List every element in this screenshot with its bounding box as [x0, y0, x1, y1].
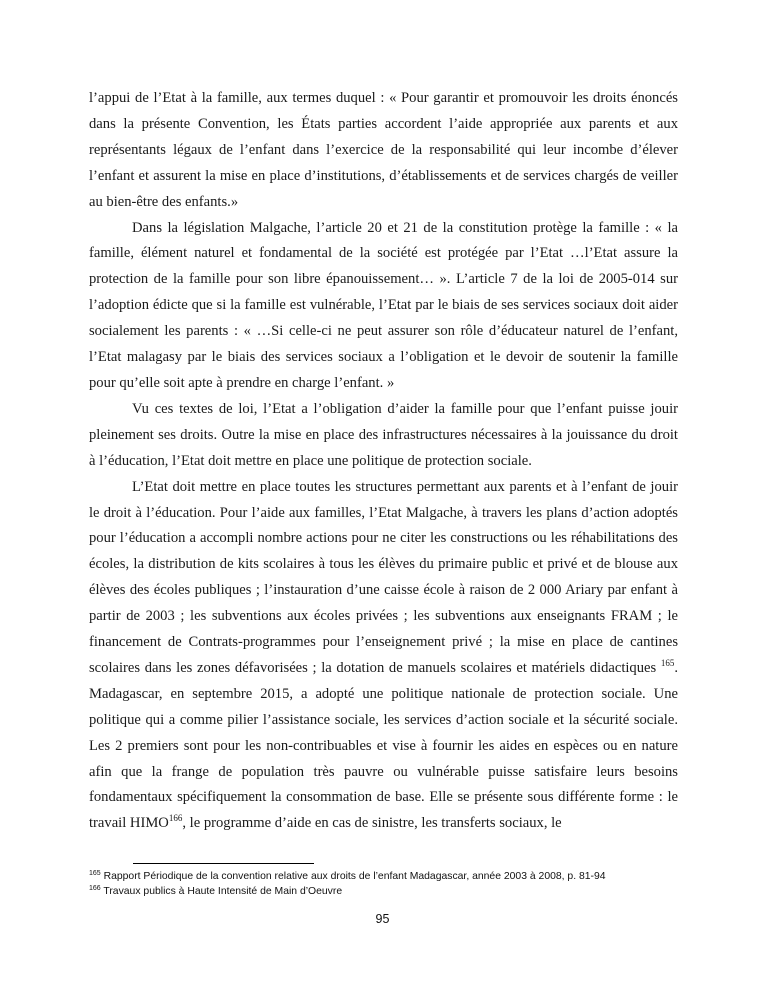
- footnote-number: 165: [89, 870, 101, 877]
- footnote-text: Rapport Périodique de la convention relative aux droits de l’enfant Madagascar, année 2003 à 2008, p. 81-94: [100, 871, 606, 882]
- footnote-separator: [133, 863, 314, 864]
- footnote-ref-166[interactable]: 166: [168, 813, 183, 824]
- paragraph-3: Vu ces textes de loi, l’Etat a l’obligation d’aider la famille pour que l’enfant puisse jouir pleinement ses droits. Outre la mise en place des infrastructures nécessaires à la jouissance du droit à l’éducation, l’Etat doit mettre en place une politique de protection sociale.: [89, 400, 678, 469]
- paragraph-4-part-1: L’Etat doit mettre en place toutes les structures permettant aux parents et à l’enfant de jouir le droit à l’éducation. Pour l’aide aux familles, l’Etat Malgache, à travers les plans d’action adoptés pour l’éducation a accompli nombre actions pour ne citer les constructions ou les réhabilitations des écoles, la distribution de kits scolaires à tous les élèves du primaire public et privé et de blouse aux élèves des écoles publiques ; l’instauration d’une caisse école à raison de 2 000 Ariary par enfant à partir de 2003 ; les subventions aux écoles privées ; les subventions aux enseignants FRAM ; le financement de Contrats-programmes pour l’enseignement privé ; la mise en place de cantines scolaires dans les zones défavorisées ; la dotation de manuels scolaires et matériels didactiques: [89, 478, 678, 676]
- paragraph-4-part-3: , le programme d’aide en cas de sinistre, les transferts sociaux, le: [182, 815, 562, 832]
- paragraph-1: l’appui de l’Etat à la famille, aux termes duquel : « Pour garantir et promouvoir les droits énoncés dans la présente Convention, les États parties accordent l’aide appropriée aux parents et aux représentants légaux de l’enfant dans l’exercice de la responsabilité qui leur incombe d’élever l’enfant et assurent la mise en place d’institutions, d’établissements et de services chargés de veiller au bien-être des enfants.»: [89, 90, 678, 210]
- page-number: 95: [375, 912, 390, 926]
- paragraph-4-part-2: . Madagascar, en septembre 2015, a adopté une politique nationale de protection sociale. Une politique qui a comme pilier l’assistance sociale, les services d’action sociale et la sécurité sociale. Les 2 premiers sont pour les non-contribuables et vise à fournir les aides en espèces ou en nature afin que la frange de population très pauvre ou vulnérable puisse satisfaire leurs besoins fondamentaux spécifiquement la consommation de base. Elle se présente sous différente forme : le travail HIMO: [89, 659, 678, 832]
- footnotes: [89, 869, 689, 899]
- paragraph-2: Dans la législation Malgache, l’article 20 et 21 de la constitution protège la famille : « la famille, élément naturel et fondamental de la société est protégée par l’Etat …l’Etat assure la protection de la famille pour son libre épanouissement… ». L’article 7 de la loi de 2005-014 sur l’adoption édicte que si la famille est vulnérable, l’Etat par le biais de ses services sociaux doit aider socialement les parents : « …Si celle-ci ne peut assurer son rôle d’éducateur naturel de l’enfant, l’Etat malagasy par le biais des services sociaux a l’obligation et le devoir de soutenir la famille pour qu’elle soit apte à prendre en charge l’enfant. »: [89, 219, 678, 391]
- footnote-165: [89, 869, 689, 884]
- paragraph-4: [89, 475, 678, 838]
- footnote-text: Travaux publics à Haute Intensité de Main d’Oeuvre: [100, 886, 343, 897]
- footnote-ref-165[interactable]: 165: [660, 657, 675, 668]
- body-text: [89, 86, 678, 837]
- footnote-number: 166: [89, 885, 101, 892]
- footnote-166: [89, 884, 689, 899]
